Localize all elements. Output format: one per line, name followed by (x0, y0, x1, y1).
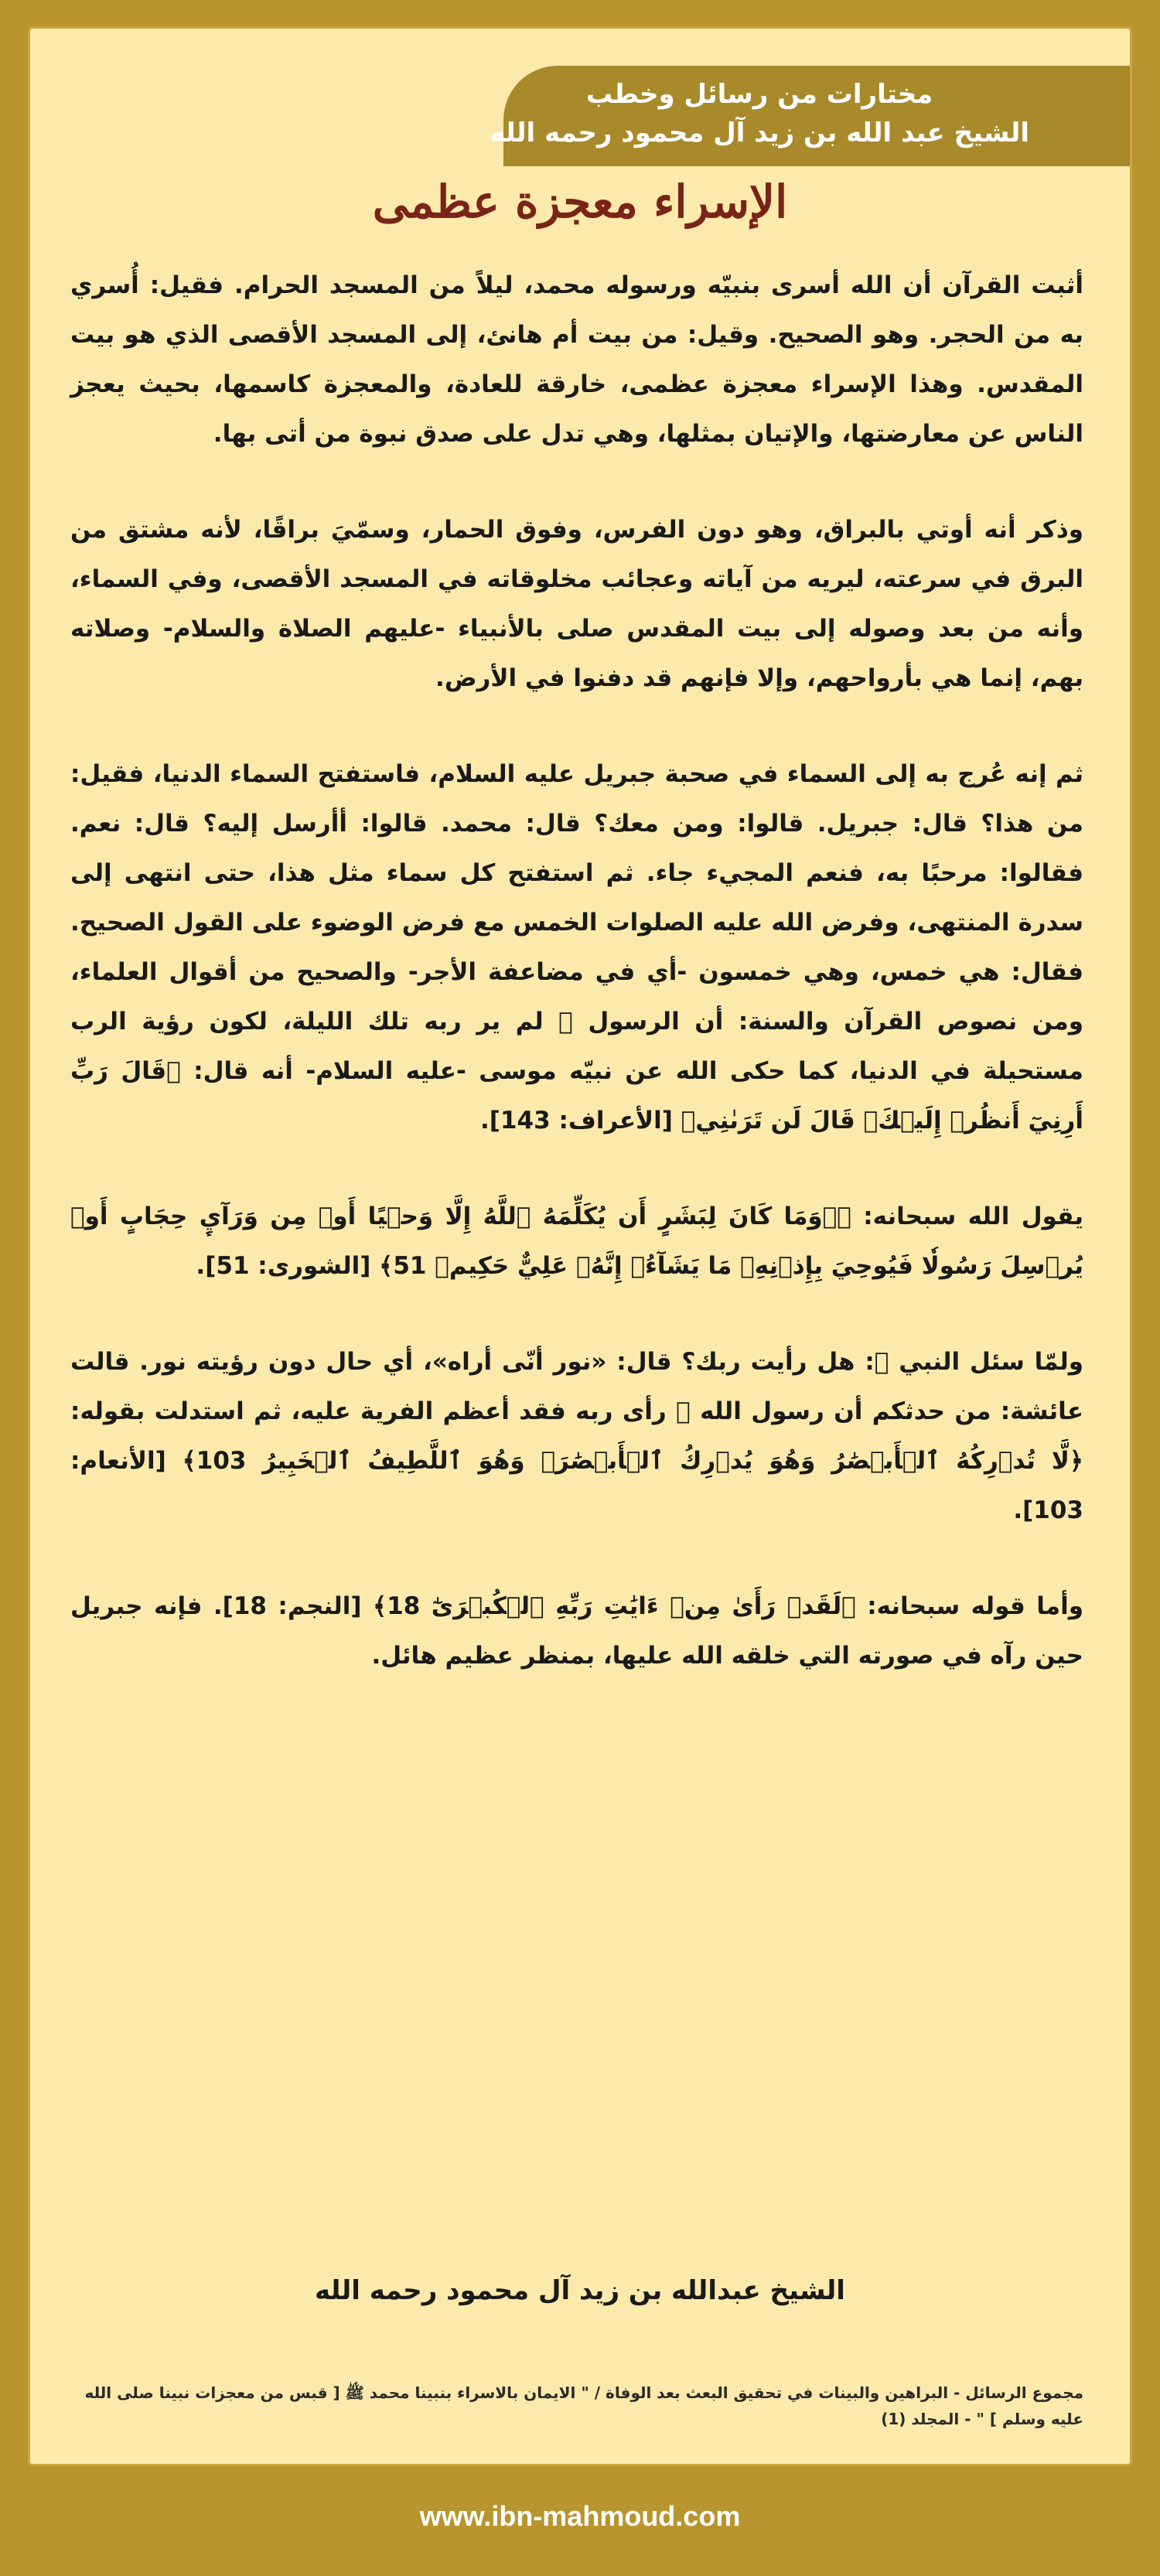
paragraph-4: يقول الله سبحانه: ﴿۞وَمَا كَانَ لِبَشَرٍ أَن يُكَلِّمَهُ ٱللَّهُ إِلَّا وَحۡيًا أَوۡ مِن وَرَآيِٕ حِجَابٍ أَوۡ يُرۡسِلَ رَسُولٗا فَيُوحِيَ بِإِذۡنِهِۦ مَا يَشَآءُۚ إِنَّهُۥ عَلِيٌّ حَكِيمٞ 51﴾ [الشورى: 51]. (70, 1203, 1083, 1280)
paragraph-5: ولمّا سئل النبي ﷺ: هل رأيت ربك؟ قال: «نور أنّى أراه»، أي حال دون رؤيته نور. قالت عائشة: من حدثكم أن رسول الله ﷺ رأى ربه فقد أعظم الفرية عليه، ثم استدلت بقوله: ﴿لَّا تُدۡرِكُهُ ٱلۡأَبۡصَٰرُ وَهُوَ يُدۡرِكُ ٱلۡأَبۡصَٰرَۖ وَهُوَ ٱللَّطِيفُ ٱلۡخَبِيرُ 103﴾ [الأنعام: 103]. (70, 1348, 1083, 1524)
source-reference: مجموع الرسائل - البراهين والبينات في تحقيق البعث بعد الوفاة / " الايمان بالاسراء بنبينا محمد ﷺ [ قبس من معجزات نبينا صلى الله عليه وسلم ] " - المجلد (1) (84, 2383, 1083, 2428)
content-card (28, 26, 1132, 2466)
author-signature: الشيخ عبدالله بن زيد آل محمود رحمه الله (315, 2275, 845, 2306)
page-frame (11, 11, 1149, 2565)
paragraph-3: ثم إنه عُرج به إلى السماء في صحبة جبريل عليه السلام، فاستفتح السماء الدنيا، فقيل: من هذا؟ قال: جبريل. قالوا: ومن معك؟ قال: محمد. قالوا: أأرسل إليه؟ قال: نعم. فقالوا: مرحبًا به، فنعم المجيء جاء. ثم استفتح كل سماء مثل هذا، حتى انتهى إلى سدرة المنتهى، وفرض الله عليه الصلوات الخمس مع فرض الوضوء على القول الصحيح. فقال: هي خمس، وهي خمسون -أي في مضاعفة الأجر- والصحيح من أقوال العلماء، ومن نصوص القرآن والسنة: أن الرسول ﷺ لم ير ربه تلك الليلة، لكون رؤية الرب مستحيلة في الدنيا، كما حكى الله عن نبيّه موسى -عليه السلام- أنه قال: ﴿قَالَ رَبِّ أَرِنِيٓ أَنظُرۡ إِلَيۡكَۚ قَالَ لَن تَرَىٰنِي﴾ [الأعراف: 143]. (70, 760, 1083, 1134)
header-banner (490, 66, 1130, 166)
footer-website-link[interactable]: www.ibn-mahmoud.com (419, 2500, 741, 2532)
paragraph-6: وأما قوله سبحانه: ﴿لَقَدۡ رَأَىٰ مِنۡ ءَايَٰتِ رَبِّهِ ٱلۡكُبۡرَىٰٓ 18﴾ [النجم: 18]. فإنه جبريل حين رآه في صورته التي خلقه الله عليها، بمنظر عظيم هائل. (70, 1592, 1083, 1670)
header-text (490, 75, 1029, 152)
header-series-title: مختارات من رسائل وخطب (585, 79, 933, 110)
paragraph-1: أثبت القرآن أن الله أسرى بنبيّه ورسوله محمد، ليلاً من المسجد الحرام. فقيل: أُسري به من الحجر. وهو الصحيح. وقيل: من بيت أم هانئ، إلى المسجد الأقصى الذي هو بيت المقدس. وهذا الإسراء معجزة عظمى، خارقة للعادة، والمعجزة كاسمها، بحيث يعجز الناس عن معارضتها، والإتيان بمثلها، وهي تدل على صدق نبوة من أتى بها. (70, 271, 1083, 448)
article-body (70, 261, 1083, 1680)
article-title: الإسراء معجزة عظمى (372, 176, 788, 228)
header-author: الشيخ عبد الله بن زيد آل محمود رحمه الله (490, 118, 1029, 148)
paragraph-2: وذكر أنه أوتي بالبراق، وهو دون الفرس، وفوق الحمار، وسمّيَ براقًا، لأنه مشتق من البرق في سرعته، ليريه من آياته وعجائب مخلوقاته في المسجد الأقصى، وفي السماء، وأنه من بعد وصوله إلى بيت المقدس صلى بالأنبياء -عليهم الصلاة والسلام- وصلاته بهم، إنما هي بأرواحهم، وإلا فإنهم قد دفنوا في الأرض. (70, 516, 1083, 692)
